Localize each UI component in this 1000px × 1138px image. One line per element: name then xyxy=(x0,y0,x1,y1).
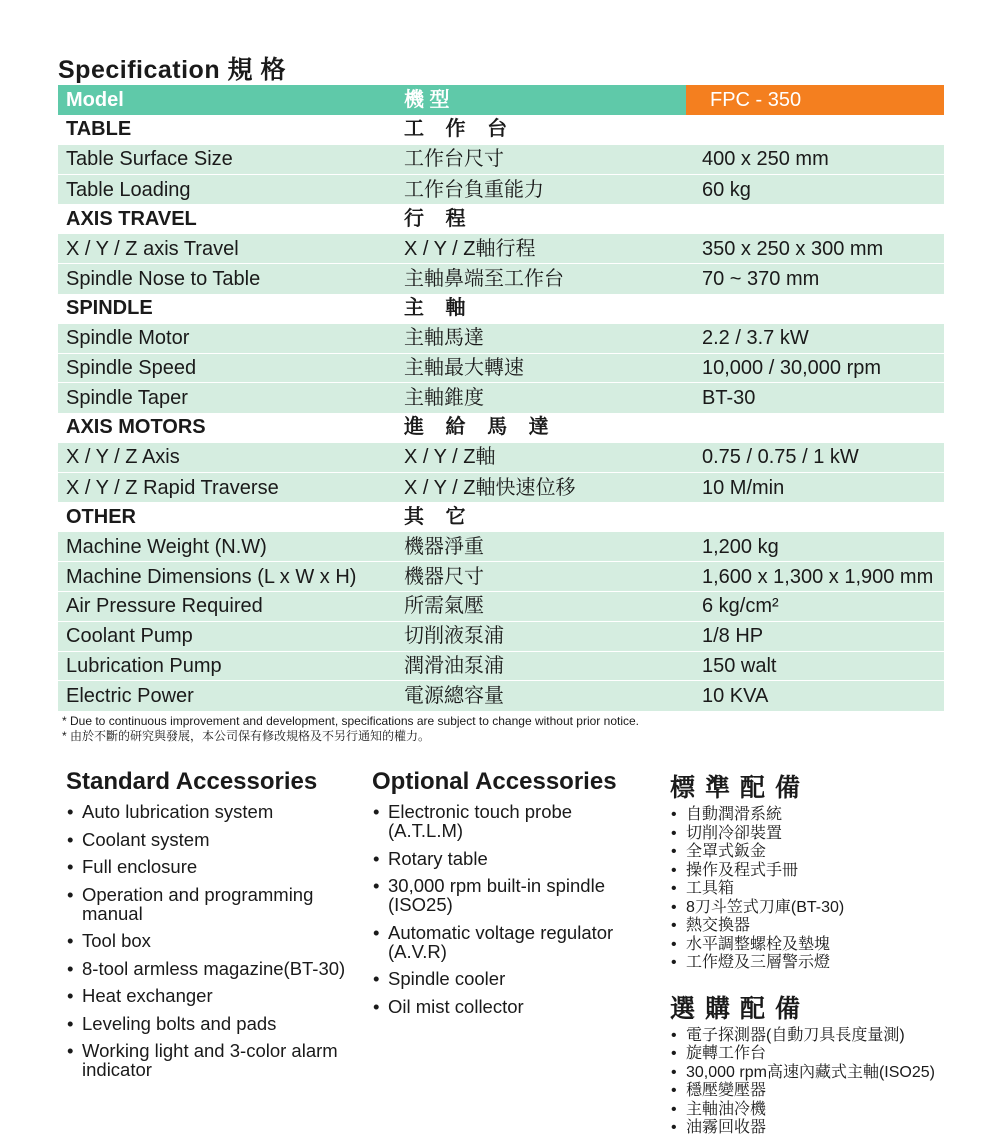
header-model-value: FPC - 350 xyxy=(686,85,944,115)
cell-value xyxy=(686,413,944,443)
list-item: • 操作及程式手冊 xyxy=(670,862,960,881)
table-row xyxy=(58,323,944,353)
disclaimer-zh: * 由於不斷的研究與發展，本公司保有修改規格及不另行通知的權力。 xyxy=(62,729,431,743)
list-item: • 工具箱 xyxy=(670,880,960,899)
list-item: • Tool box xyxy=(66,931,356,950)
list-item: • 旋轉工作台 xyxy=(670,1045,960,1064)
table-row xyxy=(58,264,944,294)
table-row xyxy=(58,353,944,383)
list-item: • 自動潤滑系統 xyxy=(670,806,960,825)
cell-zh: 主軸馬達 xyxy=(396,323,686,353)
list-item: • Oil mist collector xyxy=(372,997,647,1016)
table-row xyxy=(58,651,944,681)
cell-en: Lubrication Pump xyxy=(58,651,396,681)
list-item: • 油霧回收器 xyxy=(670,1119,960,1138)
cell-en: AXIS MOTORS xyxy=(58,413,396,443)
cell-value: 6 kg/cm² xyxy=(686,592,944,622)
list-item: • 切削冷卻裝置 xyxy=(670,825,960,844)
cell-value: 1,200 kg xyxy=(686,532,944,562)
cell-value xyxy=(686,204,944,234)
cell-en: X / Y / Z axis Travel xyxy=(58,234,396,264)
cell-value: 60 kg xyxy=(686,174,944,204)
cell-en: Spindle Nose to Table xyxy=(58,264,396,294)
cell-en: Spindle Taper xyxy=(58,383,396,413)
cell-en: AXIS TRAVEL xyxy=(58,204,396,234)
header-model-zh: 機 型 xyxy=(396,85,686,115)
cell-zh: 工作台負重能力 xyxy=(396,174,686,204)
cell-en: Spindle Speed xyxy=(58,353,396,383)
zh-standard-title: 標準配備 xyxy=(670,774,811,802)
cell-en: Table Loading xyxy=(58,174,396,204)
cell-zh: X / Y / Z軸快速位移 xyxy=(396,472,686,502)
cell-zh: 工 作 台 xyxy=(396,115,686,145)
list-item: • Full enclosure xyxy=(66,857,356,876)
cell-value: 150 walt xyxy=(686,651,944,681)
cell-en: SPINDLE xyxy=(58,294,396,324)
table-row xyxy=(58,472,944,502)
cell-en: Machine Weight (N.W) xyxy=(58,532,396,562)
cell-value: 0.75 / 0.75 / 1 kW xyxy=(686,443,944,473)
cell-zh: 工作台尺寸 xyxy=(396,145,686,175)
list-item: • 穩壓變壓器 xyxy=(670,1082,960,1101)
zh-accessories xyxy=(670,768,960,1138)
table-row xyxy=(58,443,944,473)
zh-optional-title: 選購配備 xyxy=(670,994,811,1023)
cell-zh: X / Y / Z軸行程 xyxy=(396,234,686,264)
table-row xyxy=(58,621,944,651)
optional-accessories-list xyxy=(372,802,647,1016)
cell-value: 70 ~ 370 mm xyxy=(686,264,944,294)
cell-en: TABLE xyxy=(58,115,396,145)
optional-accessories-title: Optional Accessories xyxy=(372,768,617,795)
table-row xyxy=(58,383,944,413)
cell-value: 1/8 HP xyxy=(686,621,944,651)
list-item: • Rotary table xyxy=(372,849,647,868)
table-row xyxy=(58,145,944,175)
list-item: • 水平調整螺栓及墊塊 xyxy=(670,936,960,955)
list-item: • 熱交換器 xyxy=(670,917,960,936)
list-item: • 30,000 rpm高速內藏式主軸(ISO25) xyxy=(670,1064,960,1083)
cell-value: 10 KVA xyxy=(686,681,944,711)
cell-value: 10,000 / 30,000 rpm xyxy=(686,353,944,383)
cell-zh: 其 它 xyxy=(396,502,686,532)
cell-en: Spindle Motor xyxy=(58,323,396,353)
table-row xyxy=(58,562,944,592)
cell-value: 400 x 250 mm xyxy=(686,145,944,175)
list-item: • 8-tool armless magazine(BT-30) xyxy=(66,959,356,978)
table-row xyxy=(58,532,944,562)
cell-zh: 切削液泵浦 xyxy=(396,621,686,651)
list-item: • 全罩式鈑金 xyxy=(670,843,960,862)
list-item: • 工作燈及三層警示燈 xyxy=(670,954,960,973)
standard-accessories-list xyxy=(66,802,356,1079)
table-row xyxy=(58,681,944,711)
disclaimer-en: * Due to continuous improvement and development, specifications are subject to change without prior notice. xyxy=(62,714,639,728)
cell-en: X / Y / Z Rapid Traverse xyxy=(58,472,396,502)
table-row xyxy=(58,234,944,264)
standard-accessories xyxy=(66,768,356,1088)
standard-accessories-title: Standard Accessories xyxy=(66,768,318,795)
list-item: • Coolant system xyxy=(66,830,356,849)
cell-zh: 進 給 馬 達 xyxy=(396,413,686,443)
cell-zh: 機器淨重 xyxy=(396,532,686,562)
cell-zh: 行 程 xyxy=(396,204,686,234)
table-section-row xyxy=(58,115,944,145)
table-section-row xyxy=(58,294,944,324)
cell-zh: 所需氣壓 xyxy=(396,592,686,622)
cell-en: Machine Dimensions (L x W x H) xyxy=(58,562,396,592)
table-section-row xyxy=(58,204,944,234)
list-item: • 主軸油冷機 xyxy=(670,1101,960,1120)
list-item: • Leveling bolts and pads xyxy=(66,1014,356,1033)
list-item: • Heat exchanger xyxy=(66,986,356,1005)
table-header-row xyxy=(58,85,944,115)
cell-zh: 主軸鼻端至工作台 xyxy=(396,264,686,294)
cell-zh: 電源總容量 xyxy=(396,681,686,711)
cell-zh: 機器尺寸 xyxy=(396,562,686,592)
cell-value: 1,600 x 1,300 x 1,900 mm xyxy=(686,562,944,592)
list-item: • Auto lubrication system xyxy=(66,802,356,821)
table-section-row xyxy=(58,502,944,532)
table-section-row xyxy=(58,413,944,443)
list-item: • Electronic touch probe (A.T.L.M) xyxy=(372,802,647,840)
cell-value xyxy=(686,294,944,324)
list-item: • Automatic voltage regulator (A.V.R) xyxy=(372,923,647,961)
cell-zh: X / Y / Z軸 xyxy=(396,443,686,473)
cell-en: X / Y / Z Axis xyxy=(58,443,396,473)
list-item: • Operation and programming manual xyxy=(66,885,356,923)
list-item: • Working light and 3-color alarm indicator xyxy=(66,1041,356,1079)
cell-zh: 主 軸 xyxy=(396,294,686,324)
cell-en: OTHER xyxy=(58,502,396,532)
zh-standard-list xyxy=(670,806,960,973)
list-item: • Spindle cooler xyxy=(372,969,647,988)
cell-en: Electric Power xyxy=(58,681,396,711)
cell-value: 10 M/min xyxy=(686,472,944,502)
cell-zh: 潤滑油泵浦 xyxy=(396,651,686,681)
disclaimer-notes xyxy=(62,714,639,744)
header-model-en: Model xyxy=(58,85,396,115)
spec-table xyxy=(58,85,944,711)
list-item: • 30,000 rpm built-in spindle (ISO25) xyxy=(372,876,647,914)
cell-en: Coolant Pump xyxy=(58,621,396,651)
cell-en: Air Pressure Required xyxy=(58,592,396,622)
table-row xyxy=(58,174,944,204)
cell-value xyxy=(686,502,944,532)
cell-value: BT-30 xyxy=(686,383,944,413)
list-item: • 電子探測器(自動刀具長度量測) xyxy=(670,1027,960,1046)
page-title: Specification 規 格 xyxy=(58,56,286,84)
list-item: • 8刀斗笠式刀庫(BT-30) xyxy=(670,899,960,918)
zh-optional-list xyxy=(670,1027,960,1138)
cell-value: 350 x 250 x 300 mm xyxy=(686,234,944,264)
cell-zh: 主軸錐度 xyxy=(396,383,686,413)
table-row xyxy=(58,592,944,622)
cell-value: 2.2 / 3.7 kW xyxy=(686,323,944,353)
cell-zh: 主軸最大轉速 xyxy=(396,353,686,383)
cell-value xyxy=(686,115,944,145)
cell-en: Table Surface Size xyxy=(58,145,396,175)
optional-accessories xyxy=(372,768,647,1024)
